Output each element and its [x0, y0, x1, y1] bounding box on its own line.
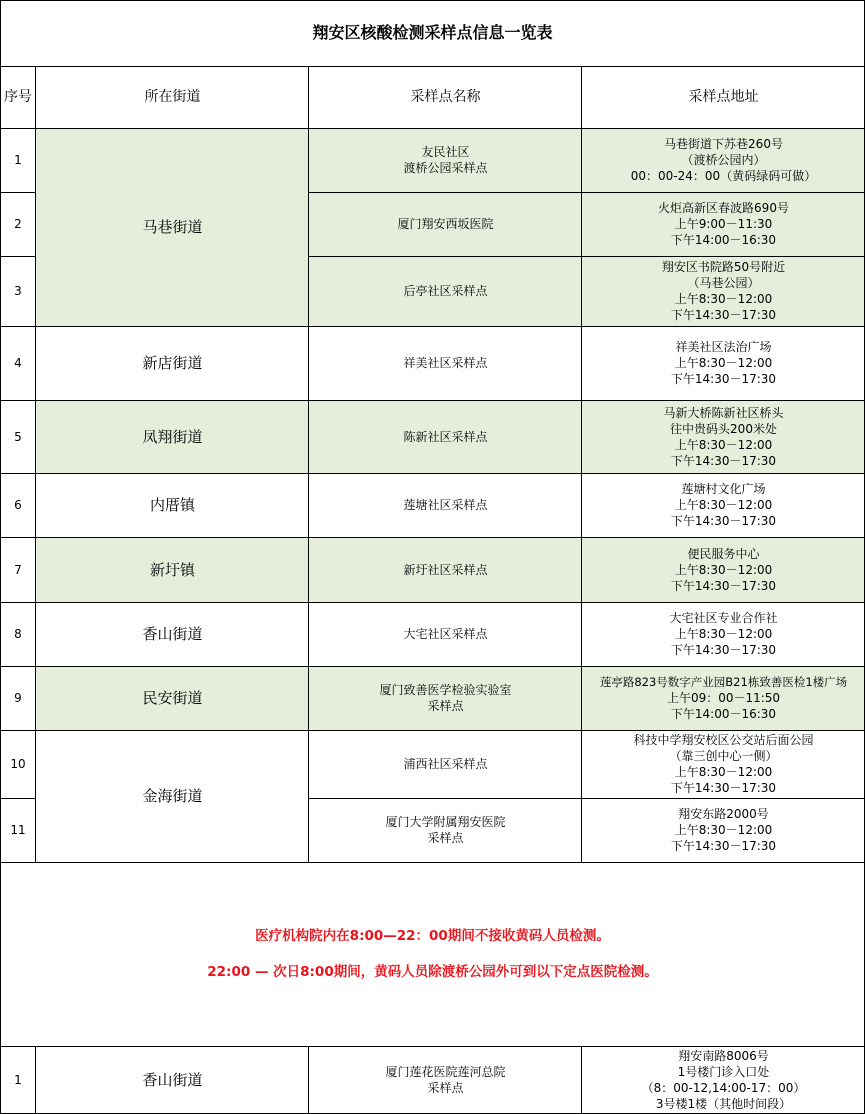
row-11-site-name: [309, 798, 582, 862]
page-title: 翔安区核酸检测采样点信息一览表: [312, 23, 553, 42]
hospital-address-line: 翔安南路8006号: [678, 1049, 769, 1063]
row-6-seq: 6: [14, 498, 22, 512]
hospital-address-line: （8：00-12,14:00-17：00）: [641, 1081, 806, 1095]
hospital-site-name: [309, 1046, 582, 1114]
row-3-address-line: 翔安区书院路50号附近: [661, 260, 786, 274]
row-7-site-address: [582, 537, 865, 602]
row-2-site-name: [309, 192, 582, 256]
row-4-site-name-line: 祥美社区采样点: [403, 356, 488, 370]
row-3-site-name: [309, 256, 582, 326]
row-9-site-name-line: 采样点: [427, 699, 464, 713]
street-mazhang: 马巷街道: [36, 128, 309, 326]
row-10-address-line: 科技中学翔安校区公交站后面公园: [633, 733, 814, 747]
row-9-address-line: 莲亭路823号数字产业园B21栋致善医检1楼广场: [599, 675, 848, 689]
row-11-site-name-line: 厦门大学附属翔安医院: [385, 815, 506, 829]
row-11-site-address: [582, 798, 865, 862]
row-5-address-line: 下午14:30－17:30: [670, 453, 777, 468]
row-10-address-line: 下午14:30－17:30: [670, 781, 777, 795]
row-8-address-line: 大宅社区专业合作社: [669, 611, 778, 625]
row-10-address-line: （靠三创中心一侧）: [669, 749, 778, 763]
row-5-site-name: [309, 400, 582, 473]
row-10-site-name-line: 浦西社区采样点: [403, 757, 488, 771]
row-9-seq: 9: [14, 691, 22, 705]
row-9-site-name: [309, 666, 582, 730]
row-1-site-address: [582, 128, 865, 192]
row-4-address-line: 上午8:30－12:00: [674, 356, 773, 370]
row-9-site-address: [582, 666, 865, 730]
row-4-seq: 4: [14, 356, 22, 370]
row-3-address-line: 上午8:30－12:00: [674, 292, 773, 306]
row-7-seq: 7: [14, 562, 22, 577]
row-2-site-address: [582, 192, 865, 256]
street-fengxiang: 凤翔街道: [36, 400, 309, 473]
row-1-address-line: 00：00-24：00（黄码绿码可做）: [630, 169, 817, 183]
row-2-seq: 2: [14, 217, 22, 231]
row-8-address-line: 上午8:30－12:00: [674, 627, 773, 641]
header-site-name: 采样点名称: [410, 89, 481, 105]
row-9-address-line: 上午09：00－11:50: [666, 691, 781, 705]
row-2-site-name-line: 厦门翔安西坂医院: [397, 217, 494, 231]
notice-line-1: 医疗机构院内在8:00—22：00期间不接收黄码人员检测。: [255, 928, 610, 944]
row-11-address-line: 翔安东路2000号: [678, 807, 769, 821]
row-5-address-line: 往中贵码头200米处: [670, 421, 777, 436]
row-7-address-line: 便民服务中心: [687, 546, 760, 561]
street-neicuo: 内厝镇: [149, 496, 195, 514]
hospital-address-line: 3号楼1楼（其他时间段）: [655, 1097, 792, 1111]
row-4-site-address: [582, 326, 865, 400]
row-6-address-line: 下午14:30－17:30: [670, 514, 777, 528]
row-11-site-name-line: 采样点: [427, 831, 464, 845]
row-2-address-line: 下午14:00－16:30: [670, 233, 777, 247]
row-10-site-address: [582, 730, 865, 798]
row-3-site-address: [582, 256, 865, 326]
row-10-seq: 10: [10, 757, 26, 771]
row-3-seq: 3: [14, 284, 22, 298]
hospital-site-name-line: 厦门莲花医院莲河总院: [385, 1065, 506, 1079]
row-7-site-name: [309, 537, 582, 602]
row-2-address-line: 上午9:00－11:30: [674, 217, 773, 231]
row-1-address-line: （渡桥公园内）: [681, 153, 766, 167]
row-7-site-name-line: 新圩社区采样点: [403, 562, 488, 577]
row-4-address-line: 下午14:30－17:30: [670, 372, 777, 386]
row-5-seq: 5: [14, 429, 22, 444]
row-6-address-line: 上午8:30－12:00: [674, 498, 773, 512]
row-4-address-line: 祥美社区法治广场: [675, 340, 772, 354]
row-8-site-address: [582, 602, 865, 666]
row-9-address-line: 下午14:00－16:30: [670, 707, 777, 721]
hospital-street: 香山街道: [142, 1071, 203, 1089]
row-6-site-address: [582, 473, 865, 537]
row-4-site-name: [309, 326, 582, 400]
notice-block: [0, 862, 865, 1046]
street-jinhai: 金海街道: [142, 787, 203, 805]
row-1-site-name-line: 渡桥公园采样点: [403, 161, 488, 175]
row-8-address-line: 下午14:30－17:30: [670, 643, 777, 657]
row-1-address-line: 马巷街道下苏巷260号: [664, 137, 783, 151]
hospital-address-line: 1号楼门诊入口处: [677, 1065, 770, 1079]
row-9-site-name-line: 厦门致善医学检验实验室: [379, 683, 512, 697]
row-6-address-line: 莲塘村文化广场: [681, 482, 766, 496]
row-8-site-name: [309, 602, 582, 666]
row-5-site-name-line: 陈新社区采样点: [403, 429, 488, 444]
header-seq: 序号: [4, 89, 32, 105]
row-1-site-name-line: 友民社区: [421, 145, 470, 159]
street-xinxu: 新圩镇: [36, 537, 309, 602]
hospital-seq: 1: [14, 1073, 22, 1087]
row-2-address-line: 火炬高新区春波路690号: [658, 201, 789, 215]
row-5-address-line: 上午8:30－12:00: [674, 437, 773, 452]
row-10-address-line: 上午8:30－12:00: [674, 765, 773, 779]
row-11-seq: 11: [10, 823, 26, 837]
row-5-site-address: [582, 400, 865, 473]
street-xindian: 新店街道: [142, 354, 203, 372]
row-11-address-line: 上午8:30－12:00: [674, 823, 773, 837]
row-6-site-name: [309, 473, 582, 537]
row-3-address-line: 下午14:30－17:30: [670, 308, 777, 322]
notice-line-2: 22:00 — 次日8:00期间，黄码人员除渡桥公园外可到以下定点医院检测。: [207, 964, 658, 980]
row-1-site-name: [309, 128, 582, 192]
row-7-address-line: 上午8:30－12:00: [674, 562, 773, 577]
hospital-site-address: [582, 1046, 865, 1114]
header-site-address: 采样点地址: [688, 89, 759, 105]
row-3-site-name-line: 后亭社区采样点: [403, 284, 488, 298]
street-minan: 民安街道: [36, 666, 309, 730]
row-6-site-name-line: 莲塘社区采样点: [403, 498, 488, 512]
row-7-address-line: 下午14:30－17:30: [670, 578, 777, 593]
row-10-site-name: [309, 730, 582, 798]
row-11-address-line: 下午14:30－17:30: [670, 839, 777, 853]
street-xiangshan: 香山街道: [142, 625, 203, 643]
hospital-site-name-line: 采样点: [427, 1081, 464, 1095]
row-1-seq: 1: [14, 153, 22, 167]
row-5-address-line: 马新大桥陈新社区桥头: [663, 405, 784, 420]
row-8-site-name-line: 大宅社区采样点: [403, 627, 488, 641]
row-8-seq: 8: [14, 627, 22, 641]
header-street: 所在街道: [144, 89, 201, 105]
row-3-address-line: （马巷公园）: [687, 276, 760, 290]
